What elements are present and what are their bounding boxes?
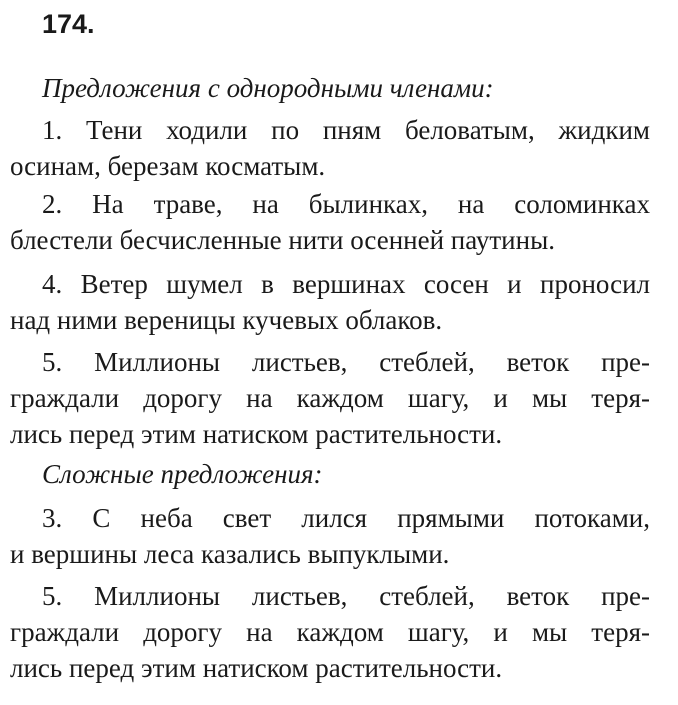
sentence-line: осинам, березам косматым. xyxy=(10,151,326,181)
task-number: 174. xyxy=(42,9,95,39)
sentence-line: граждали дорогу на каждом шагу, и мы теря- xyxy=(10,383,650,413)
sentence-item xyxy=(10,266,650,338)
sentence-line: 1. Тени ходили по пням беловатым, жидким xyxy=(42,115,650,145)
sentence-line: лись перед этим натиском растительности. xyxy=(10,653,503,683)
sentence-line: 5. Миллионы листьев, стеблей, веток пре- xyxy=(42,581,650,611)
sentence-item xyxy=(10,186,650,258)
sentence-item xyxy=(10,578,650,686)
sentence-line: 3. С неба свет лился прямыми потоками, xyxy=(42,503,650,533)
sentence-line: 5. Миллионы листьев, стеблей, веток пре- xyxy=(42,347,650,377)
sentence-item xyxy=(10,344,650,452)
section-heading-complex: Сложные предложения: xyxy=(42,459,323,489)
sentence-line: граждали дорогу на каждом шагу, и мы теря- xyxy=(10,617,650,647)
sentence-item xyxy=(10,112,650,184)
sentence-line: 2. На траве, на былинках, на соломинках xyxy=(42,189,650,219)
section-heading-homogeneous: Предложения с однородными членами: xyxy=(42,73,494,103)
sentence-line: 4. Ветер шумел в вершинах сосен и проносил xyxy=(42,269,650,299)
sentence-line: над ними вереницы кучевых облаков. xyxy=(10,305,443,335)
sentence-line: и вершины леса казались выпуклыми. xyxy=(10,539,450,569)
sentence-item xyxy=(10,500,650,572)
sentence-line: лись перед этим натиском растительности. xyxy=(10,419,503,449)
sentence-line: блестели бесчисленные нити осенней паутины. xyxy=(10,225,555,255)
